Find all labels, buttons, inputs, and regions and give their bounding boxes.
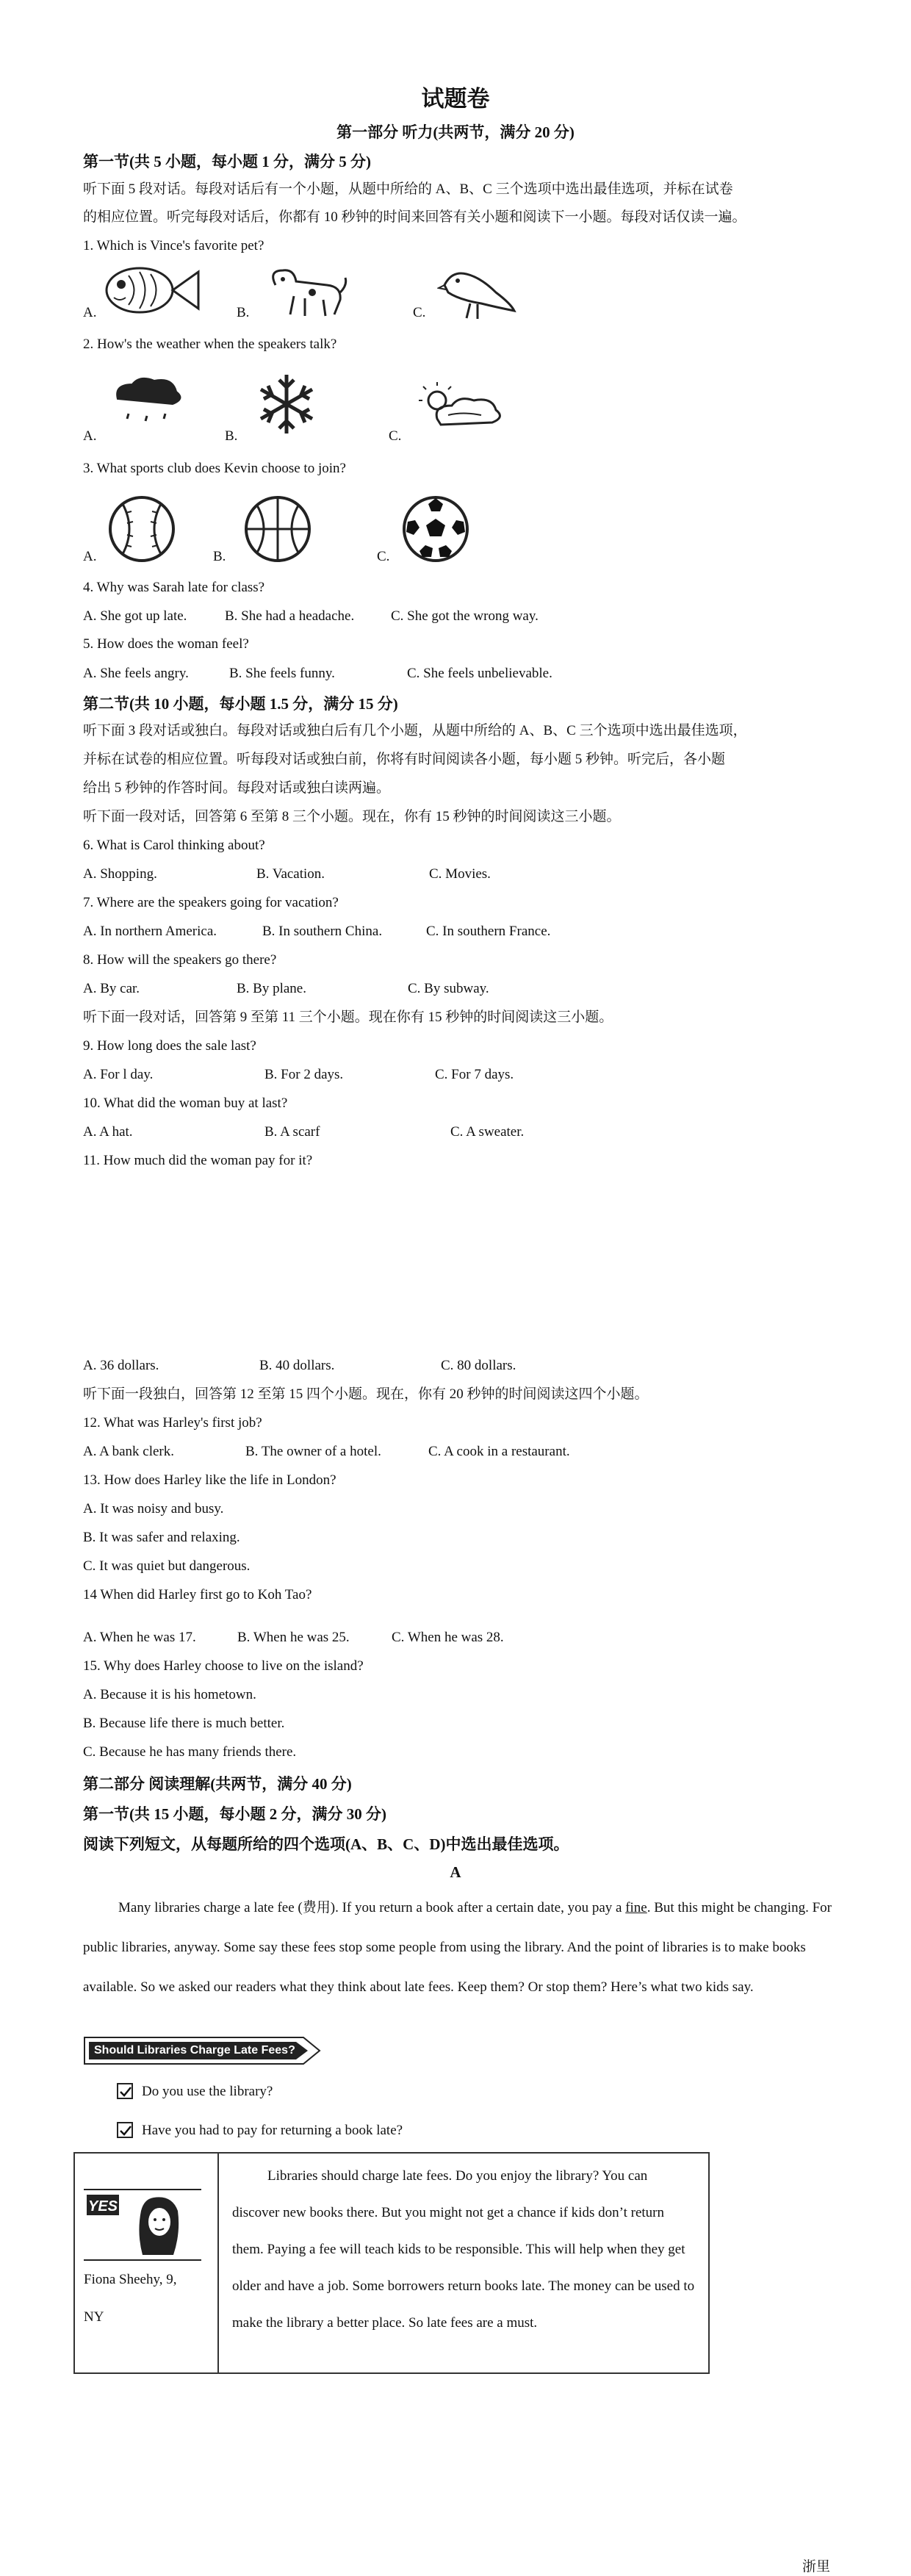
- q11-option-a: A. 36 dollars.: [83, 1358, 159, 1373]
- passage-word-fine: fine: [625, 1900, 647, 1915]
- q3-option-b: B.: [213, 549, 226, 564]
- q13-option-b: B. It was safer and relaxing.: [83, 1530, 240, 1545]
- section2-instr-3: 给出 5 秒钟的作答时间。每段对话或独白读两遍。: [83, 780, 391, 796]
- passage-paragraph: [83, 1888, 832, 2007]
- group2-instr: 听下面一段对话，回答第 9 至第 11 三个小题。现在你有 15 秒钟的时间阅读这三小题。: [83, 1010, 613, 1025]
- q15-option-a: A. Because it is his hometown.: [83, 1687, 256, 1702]
- q10-option-c: C. A sweater.: [450, 1124, 525, 1140]
- group3-instr: 听下面一段独白，回答第 12 至第 15 四个小题。现在，你有 20 秒钟的时间阅读这四个小题。: [83, 1386, 649, 1402]
- checkmark-icon: [119, 2124, 132, 2137]
- part2-instruction: 阅读下列短文，从每题所给的四个选项(A、B、C、D)中选出最佳选项。: [83, 1835, 569, 1853]
- q7-option-b: B. In southern China.: [262, 924, 383, 939]
- q2-option-c: C.: [389, 428, 402, 444]
- baseball-icon: [107, 494, 177, 564]
- check1-label: Do you use the library?: [142, 2084, 273, 2099]
- section1-instr-1: 听下面 5 段对话。每段对话后有一个小题，从题中所给的 A、B、C 三个选项中选出最佳选项，并标在试卷: [83, 181, 733, 197]
- sun-cloud-icon: [419, 382, 507, 433]
- basketball-icon: [242, 494, 313, 564]
- q4-option-a: A. She got up late.: [83, 608, 187, 624]
- q8-option-c: C. By subway.: [408, 981, 489, 996]
- q14-option-a: A. When he was 17.: [83, 1630, 196, 1645]
- q3-text: 3. What sports club does Kevin choose to join?: [83, 461, 346, 476]
- q10-text: 10. What did the woman buy at last?: [83, 1095, 288, 1111]
- snowflake-icon: [253, 371, 320, 437]
- q7-text: 7. Where are the speakers going for vacation?: [83, 895, 339, 910]
- q13-option-a: A. It was noisy and busy.: [83, 1501, 224, 1517]
- q11-option-c: C. 80 dollars.: [441, 1358, 516, 1373]
- section2-instr-1: 听下面 3 段对话或独白。每段对话或独白后有几个小题，从题中所给的 A、B、C 三个选项中选出最佳选项，: [83, 723, 747, 738]
- bird-icon: [437, 263, 518, 322]
- q2-option-b: B.: [225, 428, 238, 444]
- q12-option-c: C. A cook in a restaurant.: [428, 1444, 570, 1459]
- q9-option-b: B. For 2 days.: [264, 1067, 344, 1082]
- rain-cloud-icon: [107, 373, 187, 432]
- q1-text: 1. Which is Vince's favorite pet?: [83, 238, 264, 253]
- table-divider: [217, 2154, 219, 2372]
- opinion-table: [73, 2152, 710, 2374]
- soccer-ball-icon: [400, 494, 471, 564]
- q8-option-b: B. By plane.: [237, 981, 306, 996]
- q15-option-b: B. Because life there is much better.: [83, 1716, 285, 1731]
- q8-text: 8. How will the speakers go there?: [83, 952, 277, 968]
- q1-option-a: A.: [83, 305, 97, 320]
- footer-mark: 浙里: [802, 2559, 830, 2575]
- q9-option-c: C. For 7 days.: [435, 1067, 514, 1082]
- q15-option-c: C. Because he has many friends there.: [83, 1744, 297, 1760]
- person-name-line1: Fiona Sheehy, 9,: [84, 2272, 177, 2287]
- passage-text-1: Many libraries charge a late fee (费用). If you return a book after a certain date, you pay a: [118, 1900, 626, 1915]
- q3-option-a: A.: [83, 549, 97, 564]
- section1-heading: 第一节(共 5 小题，每小题 1 分，满分 5 分): [83, 153, 371, 170]
- q14-text: 14 When did Harley first go to Koh Tao?: [83, 1587, 312, 1602]
- q12-option-a: A. A bank clerk.: [83, 1444, 175, 1459]
- passage-label: A: [450, 1863, 461, 1881]
- q10-option-a: A. A hat.: [83, 1124, 133, 1140]
- q6-option-a: A. Shopping.: [83, 866, 157, 882]
- q14-option-b: B. When he was 25.: [237, 1630, 350, 1645]
- q2-option-a: A.: [83, 428, 97, 444]
- q5-text: 5. How does the woman feel?: [83, 636, 249, 652]
- section1-instr-2: 的相应位置。听完每段对话后，你都有 10 秒钟的时间来回答有关小题和阅读下一小题。每段对话仅读一遍。: [83, 209, 746, 225]
- q1-option-c: C.: [413, 305, 426, 320]
- page-title: 试题卷: [421, 86, 490, 112]
- q5-option-c: C. She feels unbelievable.: [407, 666, 552, 681]
- dog-icon: [261, 263, 349, 320]
- q11-text: 11. How much did the woman pay for it?: [83, 1153, 313, 1168]
- q4-text: 4. Why was Sarah late for class?: [83, 580, 265, 595]
- q12-option-b: B. The owner of a hotel.: [245, 1444, 381, 1459]
- part2-title: 第二部分 阅读理解(共两节，满分 40 分): [83, 1775, 352, 1793]
- q7-option-a: A. In northern America.: [83, 924, 217, 939]
- q5-option-a: A. She feels angry.: [83, 666, 189, 681]
- fish-icon: [99, 261, 202, 320]
- group1-instr: 听下面一段对话，回答第 6 至第 8 三个小题。现在，你有 15 秒钟的时间阅读这三小题。: [83, 809, 621, 824]
- q6-text: 6. What is Carol thinking about?: [83, 838, 265, 853]
- q8-option-a: A. By car.: [83, 981, 140, 996]
- q4-option-b: B. She had a headache.: [225, 608, 355, 624]
- q9-option-a: A. For l day.: [83, 1067, 154, 1082]
- section2-heading: 第二节(共 10 小题，每小题 1.5 分，满分 15 分): [83, 695, 398, 713]
- q9-text: 9. How long does the sale last?: [83, 1038, 256, 1054]
- part1-title: 第一部分 听力(共两节，满分 20 分): [336, 123, 575, 141]
- section2-instr-2: 并标在试卷的相应位置。听每段对话或独白前，你将有时间阅读各小题，每小题 5 秒钟。听完后，各小题: [83, 752, 726, 767]
- q2-text: 2. How's the weather when the speakers talk?: [83, 337, 337, 352]
- part2-section1-heading: 第一节(共 15 小题，每小题 2 分，满分 30 分): [83, 1805, 386, 1823]
- q6-option-c: C. Movies.: [429, 866, 491, 882]
- opinion-text: Libraries should charge late fees. Do you enjoy the library? You can discover new books there. But you might not get a chance if kids don’t return them. Paying a fee will teach kids to be responsible. This will help when they get older and have a job. Some borrowers return books late. The money can be used to make the library a better place. So late fees are a must.: [232, 2168, 695, 2331]
- q3-option-c: C.: [377, 549, 390, 564]
- q11-option-b: B. 40 dollars.: [259, 1358, 335, 1373]
- q10-option-b: B. A scarf: [264, 1124, 320, 1140]
- q4-option-c: C. She got the wrong way.: [391, 608, 539, 624]
- q7-option-c: C. In southern France.: [426, 924, 551, 939]
- q15-text: 15. Why does Harley choose to live on the island?: [83, 1658, 364, 1674]
- q6-option-b: B. Vacation.: [256, 866, 325, 882]
- q5-option-b: B. She feels funny.: [229, 666, 335, 681]
- yes-badge: YES: [88, 2198, 118, 2215]
- checkmark-icon: [119, 2085, 132, 2098]
- q13-text: 13. How does Harley like the life in London?: [83, 1472, 336, 1488]
- person-name-line2: NY: [84, 2309, 104, 2325]
- q12-text: 12. What was Harley's first job?: [83, 1415, 262, 1431]
- q13-option-c: C. It was quiet but dangerous.: [83, 1558, 251, 1574]
- banner-text: Should Libraries Charge Late Fees?: [94, 2044, 295, 2057]
- q14-option-c: C. When he was 28.: [392, 1630, 504, 1645]
- q1-option-b: B.: [237, 305, 250, 320]
- passage-text-2: . But this might be changing. For public libraries, anyway. Some say these fees stop some people from using the library. And the point of libraries is to make books available. So we asked our readers what they think about late fees. Keep them? Or stop them? Here’s what two kids say.: [83, 1900, 832, 1995]
- check2-label: Have you had to pay for returning a book late?: [142, 2123, 403, 2138]
